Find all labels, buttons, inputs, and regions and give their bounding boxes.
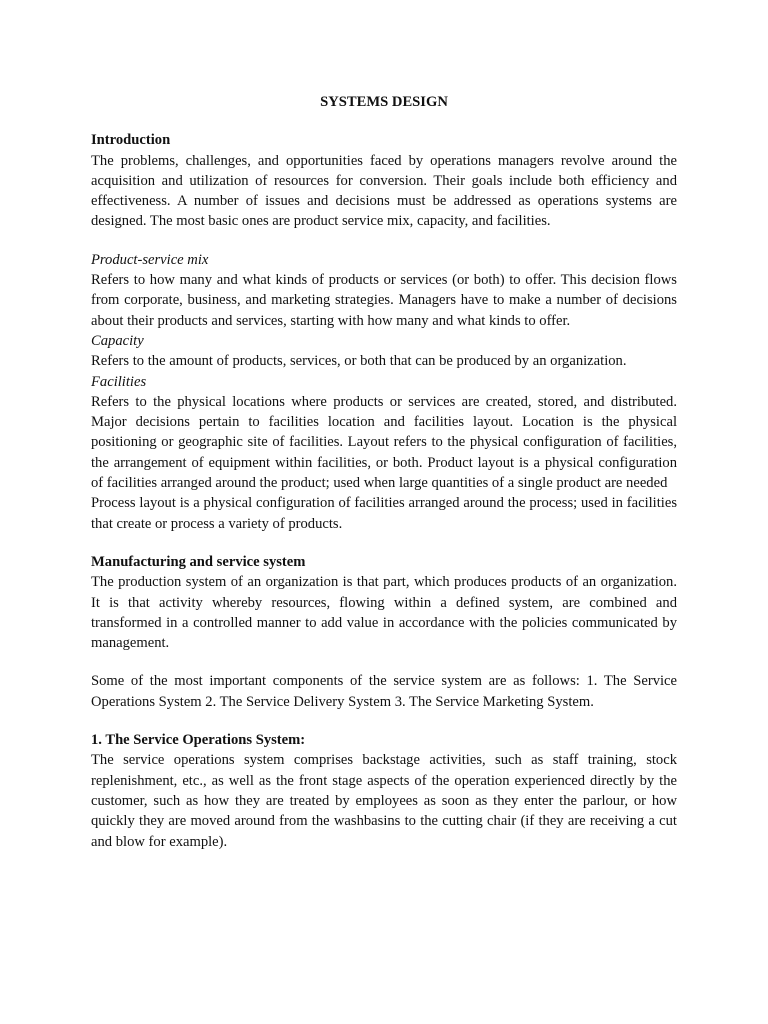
facilities-paragraph: Refers to the physical locations where products or services are created, stored, and distributed. Major decisions pertain to facilities location and facilities layout. Location is the physical positioning or geographic site of facilities. Layout refers to the physical configuration of facilities, the arrangement of equipment within facilities, or both. Product layout is a physical configuration of facilities arranged around the product; used when large quantities of a single product are needed [91,393,677,492]
manufacturing-heading: Manufacturing and service system [91,553,306,570]
facilities-heading: Facilities [91,373,147,390]
product-service-mix-heading: Product-service mix [91,251,209,268]
document-body [91,92,677,852]
service-components-paragraph: Some of the most important components of the service system are as follows: 1. The Service Operations System 2. The Service Delivery System 3. The Service Marketing System. [91,673,677,710]
service-operations-heading: 1. The Service Operations System: [91,732,306,749]
manufacturing-paragraph: The production system of an organization is that part, which produces products of an organization. It is that activity whereby resources, flowing within a defined system, are combined and transformed in a controlled manner to add value in accordance with the policies communicated by management. [91,574,677,652]
service-operations-paragraph: The service operations system comprises backstage activities, such as staff training, stock replenishment, etc., as well as the front stage aspects of the operation experienced directly by the customer, such as how they are treated by employees as soon as they enter the parlour, or how quickly they are moved around from the washbasins to the cutting chair (if they are receiving a cut and blow for example). [91,752,677,850]
process-layout-paragraph: Process layout is a physical configuration of facilities arranged around the process; used in facilities that create or process a variety of products. [91,495,677,532]
introduction-paragraph: The problems, challenges, and opportunities faced by operations managers revolve around the acquisition and utilization of resources for conversion. Their goals include both efficiency and effectiveness. A number of issues and decisions must be addressed as operations systems are designed. The most basic ones are product service mix, capacity, and facilities. [91,152,677,230]
spacer [91,712,677,730]
capacity-paragraph: Refers to the amount of products, services, or both that can be produced by an organization. [91,353,627,370]
introduction-heading: Introduction [91,132,171,149]
spacer [91,232,677,250]
spacer [91,534,677,552]
product-service-mix-paragraph: Refers to how many and what kinds of products or services (or both) to offer. This decision flows from corporate, business, and marketing strategies. Managers have to make a number of decisions about their products and services, starting with how many and what kinds to offer. [91,272,677,329]
capacity-heading: Capacity [91,332,144,349]
spacer [91,653,677,671]
document-title: SYSTEMS DESIGN [320,94,448,110]
